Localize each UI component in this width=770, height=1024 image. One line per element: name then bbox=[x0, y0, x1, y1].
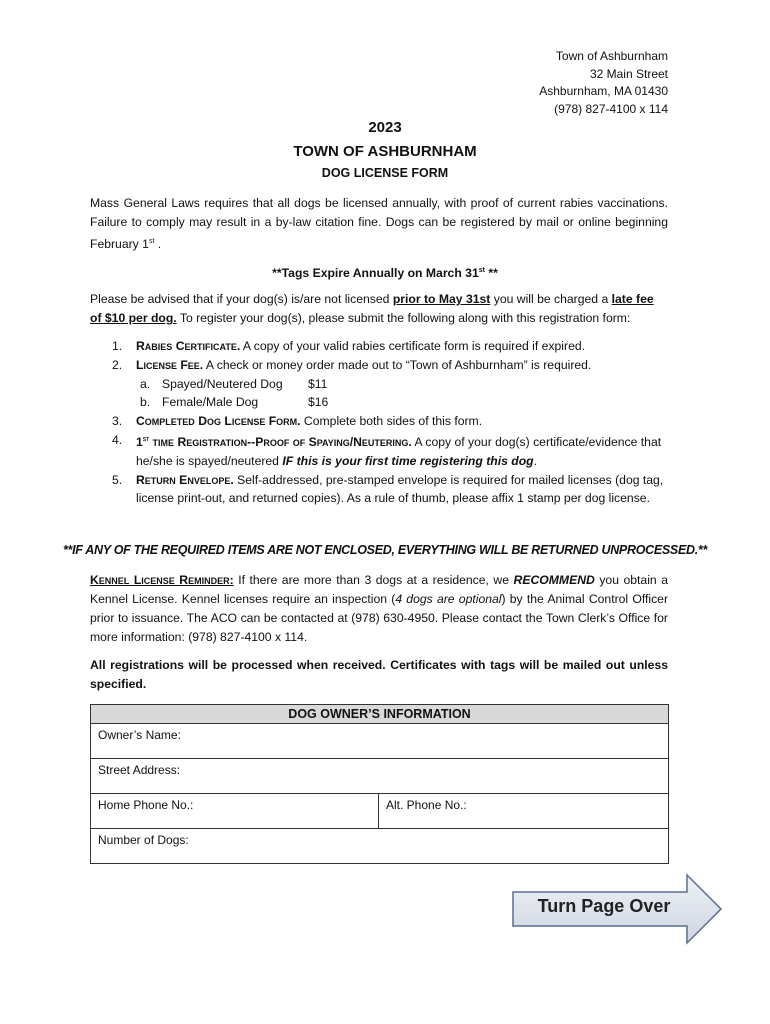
list-item: 3. Completed Dog License Form. Complete both sides of this form. bbox=[112, 414, 483, 429]
street-address-row bbox=[91, 759, 668, 794]
home-phone-label: Home Phone No.: bbox=[98, 798, 194, 812]
home-phone-field[interactable] bbox=[91, 794, 379, 828]
address-line: (978) 827-4100 x 114 bbox=[554, 101, 668, 116]
town-title: TOWN OF ASHBURNHAM bbox=[293, 143, 477, 160]
street-address-field[interactable] bbox=[91, 759, 668, 793]
address-line: Town of Ashburnham bbox=[555, 49, 668, 63]
owner-name-row bbox=[91, 724, 668, 759]
unprocessed-warning: **IF ANY OF THE REQUIRED ITEMS ARE NOT ENCLOSED, EVERYTHING WILL BE RETURNED UNPROCESSED.** bbox=[62, 543, 708, 557]
list-item: 1. Rabies Certificate. A copy of your valid rabies certificate form is required if expired. bbox=[112, 339, 586, 353]
fee-item: a. Spayed/Neutered Dog $11 bbox=[140, 376, 328, 391]
number-of-dogs-label: Number of Dogs: bbox=[98, 833, 189, 847]
list-item: 2. License Fee. A check or money order made out to “Town of Ashburnham” is required. bbox=[112, 357, 592, 372]
town-address-block bbox=[539, 48, 668, 118]
form-year: 2023 bbox=[368, 119, 402, 136]
turn-page-label: Turn Page Over bbox=[537, 896, 671, 916]
address-line: Ashburnham, MA 01430 bbox=[539, 84, 668, 98]
fee-item: b. Female/Male Dog $16 bbox=[140, 395, 329, 410]
requirements-list bbox=[90, 337, 668, 508]
form-title: DOG LICENSE FORM bbox=[321, 166, 449, 180]
list-item: 4. 1st time Registration--Proof of Spaying/Neutering. A copy of your dog(s) certificate/evidence that he/she is spayed/neutered IF this is your first time registering this dog. bbox=[112, 432, 662, 468]
owner-name-field[interactable] bbox=[91, 724, 668, 758]
street-address-label: Street Address: bbox=[98, 763, 181, 777]
alt-phone-label: Alt. Phone No.: bbox=[386, 798, 467, 812]
number-of-dogs-row bbox=[91, 829, 668, 863]
late-fee-notice: Please be advised that if your dog(s) is/are not licensed prior to May 31st you will be charged a late fee of $10 per dog. To register your dog(s), please submit the following along with this registration form: bbox=[90, 292, 654, 325]
tags-expire-notice: **Tags Expire Annually on March 31st ** bbox=[272, 266, 498, 281]
list-item: 5. Return Envelope. Self-addressed, pre-stamped envelope is required for mailed licenses (dog tag, license print-out, and returned copies). As a rule of thumb, please affix 1 stamp per dog license. bbox=[112, 472, 664, 506]
kennel-reminder: Kennel License Reminder: If there are more than 3 dogs at a residence, we RECOMMEND you obtain a Kennel License. Kennel licenses require an inspection (4 dogs are optional) by the Animal Control Officer prior to issuance. The ACO can be contacted at (978) 630-4950. Please contact the Town Clerk’s Office for more information: (978) 827-4100 x 114. bbox=[90, 573, 669, 644]
owner-name-label: Owner’s Name: bbox=[98, 728, 181, 742]
address-line: 32 Main Street bbox=[589, 66, 668, 81]
processing-notice: All registrations will be processed when received. Certificates with tags will be mailed out unless specified. bbox=[90, 658, 668, 691]
phone-row bbox=[91, 794, 668, 829]
owner-info-table bbox=[90, 704, 669, 864]
number-of-dogs-field[interactable] bbox=[91, 829, 668, 863]
owner-info-header: DOG OWNER’S INFORMATION bbox=[91, 705, 668, 724]
intro-paragraph: Mass General Laws requires that all dogs be licensed annually, with proof of current rabies vaccinations. Failure to comply may result in a by-law citation fine. Dogs can be registered by mail or online beginning February 1st . bbox=[90, 196, 668, 252]
alt-phone-field[interactable] bbox=[379, 794, 668, 828]
